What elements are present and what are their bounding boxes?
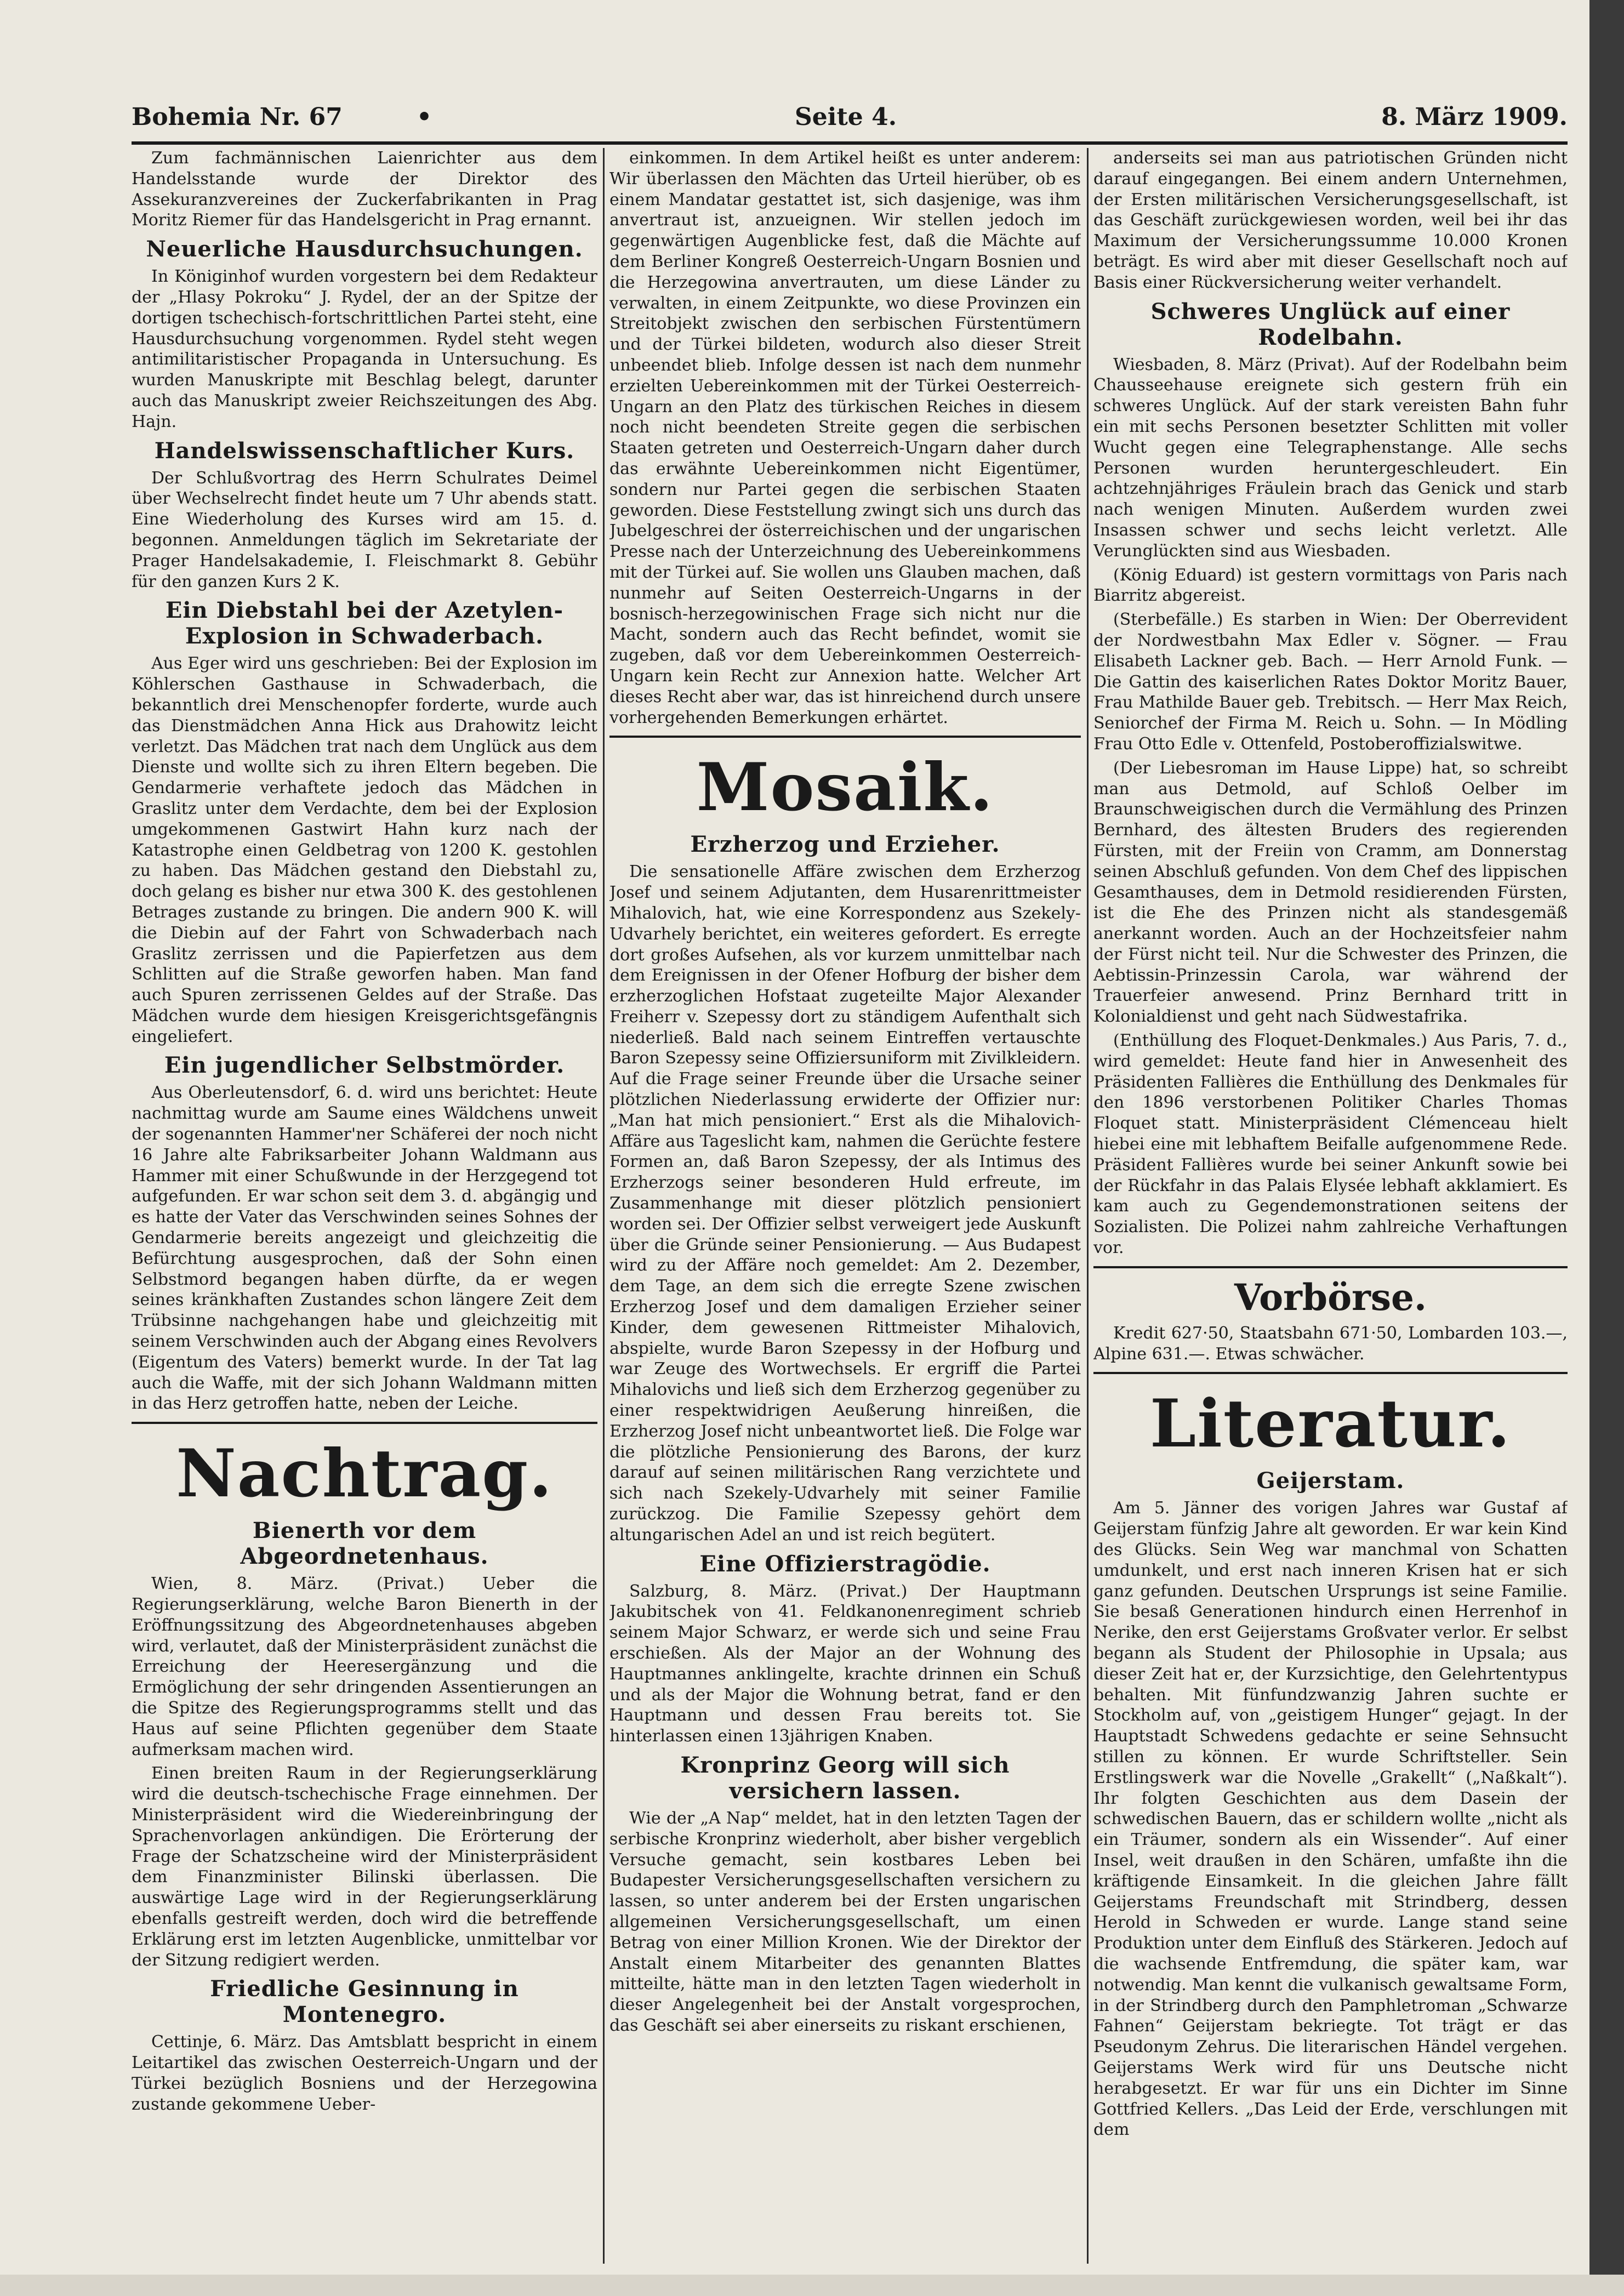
heading-bienerth: Bienerth vor dem Abgeordnetenhaus. xyxy=(240,1518,489,1570)
article-diebstahl: Aus Eger wird uns geschrieben: Bei der Explosion im Köhlerschen Gasthause in Schwaderbach, die bekanntlich drei Menschenopfer forderte, wurde auch das Dienstmädchen Anna Hick aus Drahowitz leicht verletzt. Das Mädchen trat nach dem Unglück aus dem Dienste und wollte sich zu ihren Eltern begeben. Die Gendarmerie verhaftete jedoch das Mädchen in Graslitz unter dem Verdachte, dem bei der Explosion umgekommenen Gastwirt Hahn kurz nach der Katastrophe einen Geldbetrag von 1200 K. gestohlen zu haben. Das Mädchen gestand den Diebstahl zu, doch gelang es bisher nur etwa 300 K. des gestohlenen Betrages zustande zu bringen. Die andern 900 K. will die Diebin auf der Fahrt von Schwaderbach nach Graslitz zerrissen und die Papierfetzen aus dem Schlitten auf die Straße geworfen haben. Man fand auch Spuren zerrissenen Geldes auf der Straße. Das Mädchen wurde dem hiesigen Kreisgerichtsgefängnis eingeliefert. xyxy=(132,654,597,1046)
section-rule xyxy=(609,736,1081,738)
masthead xyxy=(132,103,1568,141)
article-vorboerse: Kredit 627·50, Staatsbahn 671·50, Lombarden 103.—, Alpine 631.—. Etwas schwächer. xyxy=(1093,1323,1568,1364)
section-title-mosaik: Mosaik. xyxy=(696,749,994,827)
column-divider-2 xyxy=(1087,148,1089,2264)
scan-edge-bottom xyxy=(0,2275,1624,2296)
article-montenegro-cont: einkommen. In dem Artikel heißt es unter anderem: Wir überlassen den Mächten das Urteil hierüber, ob es einem Mandatar gestattet ist, sich dasjenige, was ihm anvertraut ist, anzueignen. Wir stellen jedoch im gegenwärtigen Augenblicke fest, daß die Mächte auf dem Berliner Kongreß Oesterreich-Ungarn Bosnien und die Herzegowina anvertrauten, um diese Länder zu verwalten, in einem Zeitpunkte, wo diese Provinzen ein Streitobjekt zwischen den serbischen Fürstentümern und der Türkei bildeten, wodurch also dieser Streit unbeendet blieb. Infolge dessen ist nach dem nunmehr erzielten Uebereinkommen mit der Türkei Oesterreich-Ungarn an den Platz des türkischen Reiches in diesem noch nicht beendeten Streite gegen die serbischen Staaten getreten und Oesterreich-Ungarn daher durch das erwähnte Uebereinkommen nicht Eigentümer, sondern nur Partei gegen die serbischen Staaten geworden. Diese Feststellung zwingt sich uns durch das Jubelgeschrei der österreichischen und der ungarischen Presse nach der Unterzeichnung des Uebereinkommens mit der Türkei auf. Sie wollen uns Glauben machen, daß nunmehr auf Seiten Oesterreich-Ungarns in der bosnisch-herzegowinischen Frage sich nicht nur die Macht, sondern auch das Recht befindet, womit sie zugeben, daß vor dem Uebereinkommen Oesterreich-Ungarn kein Recht zur Annexion hatte. Welcher Art dieses Recht aber war, das ist hinreichend durch unsere vorhergehenden Bemerkungen erhärtet. xyxy=(609,149,1081,727)
heading-offizierstragoedie: Eine Offizierstragödie. xyxy=(699,1551,991,1577)
article-kurs: Der Schlußvortrag des Herrn Schulrates Deimel über Wechselrecht findet heute um 7 Uhr abends statt. Eine Wiederholung des Kurses wird am 15. d. begonnen. Anmeldungen täglich im Sekretariate der Prager Handelsakademie, I. Fleischmarkt 8. Gebühr für den ganzen Kurs 2 K. xyxy=(132,468,597,591)
article-kronprinz-cont: anderseits sei man aus patriotischen Gründen nicht darauf eingegangen. Bei einem andern Unternehmen, der Ersten militärischen Versicherungsgesellschaft, ist das Geschäft zurückgewiesen worden, weil bei ihr das Maximum der Versicherungssumme 10.000 Kronen beträgt. Es wird aber mit dieser Gesellschaft noch auf Basis einer Rückversicherung weiter verhandelt. xyxy=(1093,149,1568,292)
scan-edge-right xyxy=(1589,0,1624,2296)
section-rule xyxy=(1093,1372,1568,1374)
article-kronprinz: Wie der „A Nap“ meldet, hat in den letzten Tagen der serbische Kronprinz wiederholt, aber bisher vergeblich Versuche gemacht, sein kostbares Leben bei Budapester Versicherungsgesellschaften versichern zu lassen, so unter anderem bei der Ersten ungarischen allgemeinen Versicherungsgesellschaft, um einen Betrag von einer Million Kronen. Wie der Direktor der Anstalt einem Mitarbeiter des genannten Blattes mitteilte, hätte man in den letzten Tagen wiederholt in dieser Angelegenheit bei der Anstalt vorgesprochen, das Geschäft sei aber einerseits zu riskant erschienen, xyxy=(609,1808,1081,2035)
article-selbstmoerder: Aus Oberleutensdorf, 6. d. wird uns berichtet: Heute nachmittag wurde am Saume eines Wäldchens unweit der sogenannten Hammer'ner Schäferei der noch nicht 16 Jahre alte Fabriksarbeiter Johann Waldmann aus Hammer mit einer Schußwunde in der Herzgegend tot aufgefunden. Er war schon seit dem 3. d. abgängig und es hatte der Vater das Verschwinden seines Sohnes der Gendarmerie bereits angezeigt und gleichzeitig die Befürchtung ausgesprochen, daß der Sohn einen Selbstmord begangen haben dürfte, da er wegen seines kränkhaften Zustandes schon längere Zeit dem Trübsinne nachgehangen habe und gleichzeitig mit seinem Verschwinden auch der Abgang eines Revolvers (Eigentum des Vaters) bemerkt wurde. In der Tat lag auch die Waffe, mit der sich Johann Waldmann mitten in das Herz getroffen hatte, neben der Leiche. xyxy=(132,1083,597,1414)
article-montenegro: Cettinje, 6. März. Das Amtsblatt bespricht in einem Leitartikel das zwischen Oesterreich-Ungarn und der Türkei bezüglich Bosniens und der Herzegowina zustande gekommene Ueber- xyxy=(132,2032,597,2114)
masthead-dot: • xyxy=(417,103,432,131)
heading-erzherzog: Erzherzog und Erzieher. xyxy=(690,831,1000,858)
heading-kurs: Handelswissenschaftlicher Kurs. xyxy=(154,437,575,464)
heading-kronprinz: Kronprinz Georg will sich versichern lassen. xyxy=(680,1752,1010,1804)
heading-diebstahl: Ein Diebstahl bei der Azetylen-Explosion in Schwaderbach. xyxy=(165,597,564,650)
section-rule xyxy=(1093,1266,1568,1268)
masthead-rule xyxy=(132,141,1568,145)
heading-montenegro: Friedliche Gesinnung in Montenegro. xyxy=(210,1976,519,2028)
masthead-date: 8. März 1909. xyxy=(1381,103,1568,131)
article-unglueck: Wiesbaden, 8. März (Privat). Auf der Rodelbahn beim Chausseehause ereignete sich gestern früh ein schweres Unglück. Auf der stark vereisten Bahn fuhr ein mit sechs Personen besetzter Schlitten mit voller Wucht gegen eine Telegraphenstange. Alle sechs Personen wurden heruntergeschleudert. Ein achtzehnjähriges Fräulein brach das Genick und starb nach wenigen Minuten. Außerdem wurden zwei Insassen schwer und sechs leicht verletzt. Alle Verunglückten sind aus Wiesbaden. xyxy=(1093,355,1568,561)
article-geijerstam: Am 5. Jänner des vorigen Jahres war Gustaf af Geijerstam fünfzig Jahre alt geworden. Er war kein Kind des Glücks. Sein Weg war manchmal von Schatten umdunkelt, und erst nach inneren Krisen hat er sich ganz gefunden. Deutschen Ursprungs ist seine Familie. Sie besaß Generationen hindurch einen Herrenhof in Nerike, den erst Geijerstams Großvater verlor. Er selbst begann als Student der Philosophie in Upsala; aus dieser Zeit hat er, der Kurzsichtige, den Gelehrtentypus behalten. Mit fünfundzwanzig Jahren suchte er Stockholm auf, von „geistigem Hunger“ gejagt. In der Hauptstadt Schwedens gedachte er seine Sehnsucht stillen zu können. Er wurde Schriftsteller. Sein Erstlingswerk war die Novelle „Grakellt“ („Naßkalt“). Ihr folgten Geschichten aus dem Dasein der schwedischen Bauern, das er schildern wollte „nicht als ein Träumer, sondern als ein Wissender“. Auf einer Insel, weit draußen in den Schären, umfaßte ihn die kräftigende Einsamkeit. In die gleichen Jahre fällt Geijerstams Freundschaft mit Strindberg, dessen Herold in Schweden er wurde. Lange stand seine Produktion unter dem Einfluß des Stärkeren. Jedoch auf die wachsende Entfremdung, die später kam, war notwendig. Man kennt die vulkanisch gewaltsame Form, in der Strindberg durch den Pamphletroman „Schwarze Fahnen“ Geijerstam bekriegte. Tot trägt er das Pseudonym Zehrus. Die literarischen Händel vergehen. Geijerstams Werk wird für uns Deutsche nicht herabgesetzt. Er war für uns ein Dichter im Sinne Gottfried Kellers. „Das Leid der Erde, verschlungen mit dem xyxy=(1093,1499,1568,2140)
article-laienrichter: Zum fachmännischen Laienrichter aus dem Handelsstande wurde der Direktor des Assekuranzvereines der Zuckerfabrikanten in Prag Moritz Riemer für das Handelsgericht in Prag ernannt. xyxy=(132,149,597,230)
column-3 xyxy=(1093,148,1568,2264)
heading-geijerstam: Geijerstam. xyxy=(1256,1468,1405,1494)
article-bienerth-1: Wien, 8. März. (Privat.) Ueber die Regierungserklärung, welche Baron Bienerth in der Eröffnungssitzung des Abgeordnetenhauses abgeben wird, verlautet, daß der Ministerpräsident zunächst die Erreichung der Heeresergänzung und die Ermöglichung der sehr dringenden Assentierungen an die Spitze des Regierungsprogramms stellt und das Haus auf seine Pflichten gegenüber dem Staate aufmerksam machen wird. xyxy=(132,1574,597,1759)
article-sterbefaelle: (Sterbefälle.) Es starben in Wien: Der Oberrevident der Nordwestbahn Max Edler v. Sögner. — Frau Elisabeth Lackner geb. Bach. — Herr Arnold Funk. — Die Gattin des kaiserlichen Rates Doktor Moritz Bauer, Frau Mathilde Bauer geb. Trebitsch. — Herr Max Reich, Seniorchef der Firma M. Reich u. Sohn. — In Mödling Frau Otto Edle v. Ottenfeld, Postoberoffizialswitwe. xyxy=(1093,610,1568,754)
column-1 xyxy=(132,148,597,2264)
article-floquet: (Enthüllung des Floquet-Denkmales.) Aus Paris, 7. d., wird gemeldet: Heute fand hier in Anwesenheit des Präsidenten Fallières die Enthüllung des Denkmales für den 1896 verstorbenen Politiker Charles Thomas Floquet statt. Ministerpräsident Clémenceau hielt hiebei eine mit lebhaftem Beifalle aufgenommene Rede. Präsident Fallières wurde bei seiner Ankunft sowie bei der Rückfahr in das Palais Elysée lebhaft akklamiert. Es kam auch zu Gegendemonstrationen seitens der Sozialisten. Die Polizei nahm zahlreiche Verhaftungen vor. xyxy=(1093,1031,1568,1258)
section-title-vorboerse: Vorbörse. xyxy=(1234,1275,1427,1319)
masthead-page-number: Seite 4. xyxy=(795,103,897,131)
article-koenig-eduard: (König Eduard) ist gestern vormittags von Paris nach Biarritz abgereist. xyxy=(1093,565,1568,606)
section-title-nachtrag: Nachtrag. xyxy=(176,1435,553,1513)
heading-unglueck: Schweres Unglück auf einer Rodelbahn. xyxy=(1150,298,1511,350)
article-bienerth-2: Einen breiten Raum in der Regierungserklärung wird die deutsch-tschechische Frage einnehmen. Der Ministerpräsident wird die Wiedereinbringung der Sprachenvorlagen ankündigen. Die Erörterung der Frage der Schatzscheine wird der Ministerpräsident dem Finanzminister Bilinski überlassen. Die auswärtige Lage wird in der Regierungserklärung ebenfalls gestreift werden, doch wird die betreffende Erklärung erst im letzten Augenblicke, unmittelbar vor der Sitzung redigiert werden. xyxy=(132,1764,597,1970)
article-offizierstragoedie: Salzburg, 8. März. (Privat.) Der Hauptmann Jakubitschek von 41. Feldkanonenregiment schrieb seinem Major Schwarz, er werde sich und seine Frau erschießen. Als der Major an der Wohnung des Hauptmannes anklingelte, krachte drinnen ein Schuß und als der Major die Wohnung betrat, fand er den Hauptmann und dessen Frau bereits tot. Sie hinterlassen einen 13jährigen Knaben. xyxy=(609,1581,1081,1746)
column-divider-1 xyxy=(603,148,605,2264)
section-rule xyxy=(132,1422,597,1424)
masthead-issue: Bohemia Nr. 67 xyxy=(132,103,343,131)
column-2 xyxy=(609,148,1081,2264)
section-title-literatur: Literatur. xyxy=(1149,1385,1512,1463)
article-hausdurchsuchungen: In Königinhof wurden vorgestern bei dem Redakteur der „Hlasy Pokroku“ J. Rydel, der an der Spitze der dortigen tschechisch-fortschrittlichen Partei steht, eine Hausdurchsuchung vorgenommen. Rydel steht wegen antimilitaristischer Propaganda in Untersuchung. Es wurden Manuskripte mit Beschlag belegt, darunter auch das Manuskript zweier Reichszeitungen des Abg. Hajn. xyxy=(132,267,597,431)
heading-selbstmoerder: Ein jugendlicher Selbstmörder. xyxy=(164,1052,565,1079)
heading-hausdurchsuchungen: Neuerliche Hausdurchsuchungen. xyxy=(146,236,583,263)
article-lippe: (Der Liebesroman im Hause Lippe) hat, so schreibt man aus Detmold, auf Schloß Oelber im Braunschweigischen durch die Vermählung des Prinzen Bernhard, des ältesten Bruders des regierenden Fürsten, mit der Freiin von Cramm, am Donnerstag seinen Abschluß gefunden. Von dem Chef des lippischen Gesamthauses, dem in Detmold residierenden Fürsten, ist die Ehe des Prinzen nicht als standesgemäß anerkannt worden. Auch an der Hochzeitsfeier nahm der Fürst nicht teil. Nur die Schwester des Prinzen, die Aebtissin-Prinzessin Carola, war während der Trauerfeier anwesend. Prinz Bernhard tritt in Kolonialdienst und geht nach Südwestafrika. xyxy=(1093,758,1568,1027)
article-erzherzog: Die sensationelle Affäre zwischen dem Erzherzog Josef und seinem Adjutanten, dem Husarenrittmeister Mihalovich, hat, wie eine Korrespondenz aus Szekely-Udvarhely berichtet, ein weiteres gefordert. Es erregte dort großes Aufsehen, als vor kurzem unmittelbar nach dem Ereignissen in der Ofener Hofburg der bisher dem erzherzoglichen Hofstaat zugeteilte Major Alexander Freiherr v. Szepessy dort zu ständigem Aufenthalt sich niederließ. Bald nach seinem Eintreffen vertauschte Baron Szepessy seine Offiziersuniform mit Zivilkleidern. Auf die Frage seiner Freunde über die Ursache seiner plötzlichen Niederlassung erwiderte der Offizier nur: „Man hat mich pensioniert.“ Erst als die Mihalovich-Affäre aus Tageslicht kam, nahmen die Gerüchte festere Formen an, daß Baron Szepessy, der als Intimus des Erzherzogs seiner besonderen Huld erfreute, im Zusammenhange mit dieser plötzlich pensioniert worden sei. Der Offizier selbst verweigert jede Auskunft über die Gründe seiner Pensionierung. — Aus Budapest wird zu der Affäre noch gemeldet: Am 2. Dezember, dem Tage, an dem sich die erregte Szene zwischen Erzherzog Josef und dem damaligen Erzieher seiner Kinder, dem gewesenen Rittmeister Mihalovich, abspielte, wurde Baron Szepessy in der Hofburg und war Zeuge des Wortwechsels. Er ergriff die Partei Mihalovichs und ließ sich dem Erzherzog gegenüber zu einer respektwidrigen Aeußerung hinreißen, die Erzherzog Josef nicht unbeantwortet ließ. Die Folge war die plötzliche Pensionierung des Barons, der kurz darauf auf seinen militärischen Rang verzichtete und sich nach Szekely-Udvarhely mit seiner Familie zurückzog. Die Familie Szepessy gehört dem altungarischen Adel an und ist reich begütert. xyxy=(609,862,1081,1545)
